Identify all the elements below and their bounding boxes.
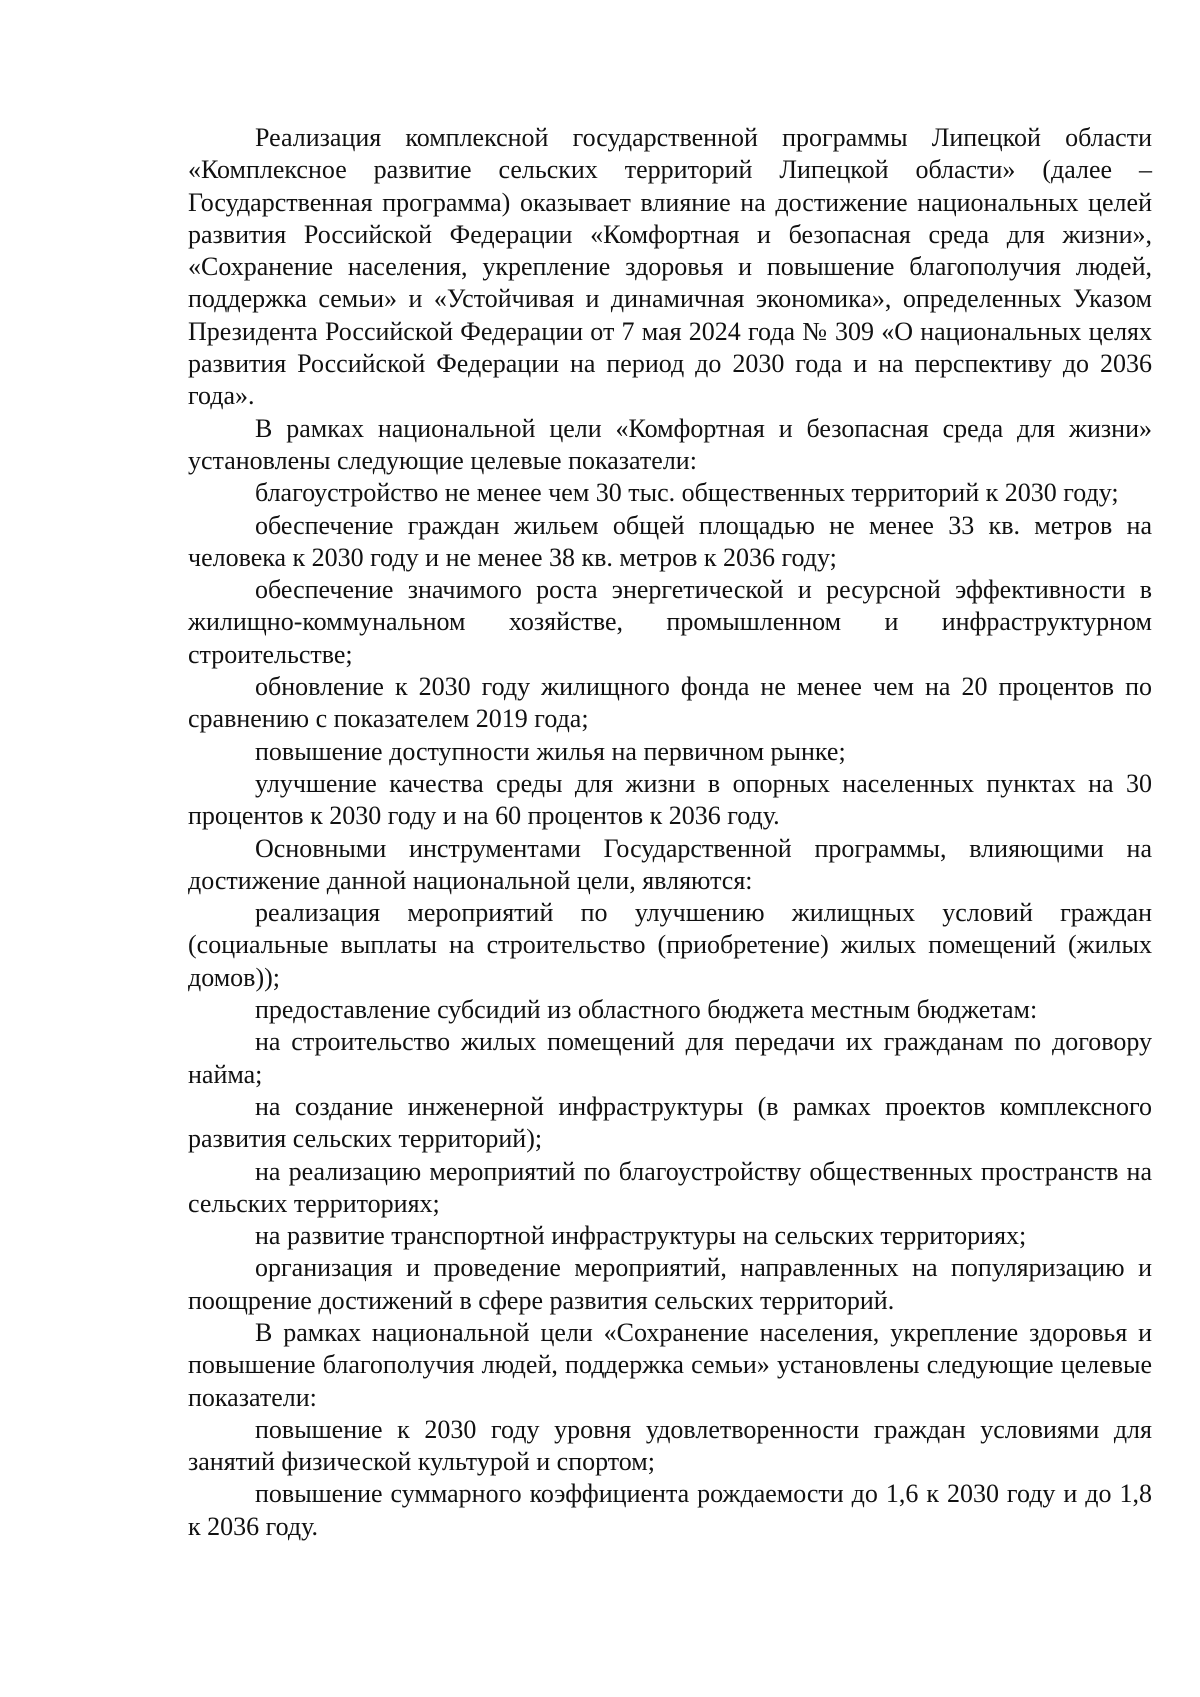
paragraph-sports-satisfaction-indicator: повышение к 2030 году уровня удовлетворенности граждан условиями для занятий физической культурой и спортом; — [188, 1414, 1152, 1477]
paragraph-housing-conditions-measure: реализация мероприятий по улучшению жилищных условий граждан (социальные выплаты на строительство (приобретение) жилых помещений (жилых домов)); — [188, 898, 1152, 992]
paragraph-infrastructure-subsidy: на создание инженерной инфраструктуры (в рамках проектов комплексного развития сельских территорий); — [188, 1091, 1152, 1154]
paragraph-birth-rate-indicator: повышение суммарного коэффициента рождаемости до 1,6 к 2030 году и до 1,8 к 2036 году. — [188, 1479, 1152, 1541]
paragraph-transport-infrastructure-subsidy: на развитие транспортной инфраструктуры на сельских территориях; — [255, 1221, 1027, 1251]
paragraph-subsidies-intro: предоставление субсидий из областного бюджета местным бюджетам: — [255, 995, 1038, 1025]
paragraph-program-impact: Реализация комплексной государственной программы Липецкой области «Комплексное развитие сельских территорий Липецкой области» (далее – Государственная программа) оказывает влияние на достижение национальных целей развития Российской Федерации «Комфортная и безопасная среда для жизни», «Сохранение населения, укрепление здоровья и повышение благополучия людей, поддержка семьи» и «Устойчивая и динамичная экономика», определенных Указом Президента Российской Федерации от 7 мая 2024 года № 309 «О национальных целях развития Российской Федерации на период до 2030 года и на перспективу до 2036 года». — [188, 123, 1152, 411]
document-body — [188, 122, 1152, 1543]
paragraph-comfortable-environment-goal: В рамках национальной цели «Комфортная и безопасная среда для жизни» установлены следующие целевые показатели: — [188, 413, 1152, 475]
paragraph-program-instruments: Основными инструментами Государственной программы, влияющими на достижение данной национальной цели, являются: — [188, 833, 1152, 895]
paragraph-popularization-measure: организация и проведение мероприятий, направленных на популяризацию и поощрение достижений в сфере развития сельских территорий. — [188, 1253, 1152, 1315]
paragraph-housing-renewal-indicator: обновление к 2030 году жилищного фонда не менее чем на 20 процентов по сравнению с показателем 2019 года; — [188, 672, 1152, 734]
paragraph-public-spaces-subsidy: на реализацию мероприятий по благоустройству общественных пространств на сельских территориях; — [188, 1156, 1152, 1218]
paragraph-energy-efficiency-indicator: обеспечение значимого роста энергетической и ресурсной эффективности в жилищно-коммунальном хозяйстве, промышленном и инфраструктурном строительстве; — [188, 575, 1152, 669]
paragraph-environment-quality-indicator: улучшение качества среды для жизни в опорных населенных пунктах на 30 процентов к 2030 году и на 60 процентов к 2036 году. — [188, 768, 1152, 831]
paragraph-housing-accessibility-indicator: повышение доступности жилья на первичном рынке; — [255, 736, 846, 766]
paragraph-population-health-goal: В рамках национальной цели «Сохранение населения, укрепление здоровья и повышение благополучия людей, поддержка семьи» установлены следующие целевые показатели: — [188, 1317, 1152, 1412]
paragraph-public-spaces-indicator: благоустройство не менее чем 30 тыс. общественных территорий к 2030 году; — [255, 478, 1119, 508]
paragraph-housing-area-indicator: обеспечение граждан жильем общей площадью не менее 33 кв. метров на человека к 2030 году и не менее 38 кв. метров к 2036 году; — [188, 510, 1152, 572]
paragraph-rental-housing-subsidy: на строительство жилых помещений для передачи их гражданам по договору найма; — [188, 1027, 1152, 1089]
